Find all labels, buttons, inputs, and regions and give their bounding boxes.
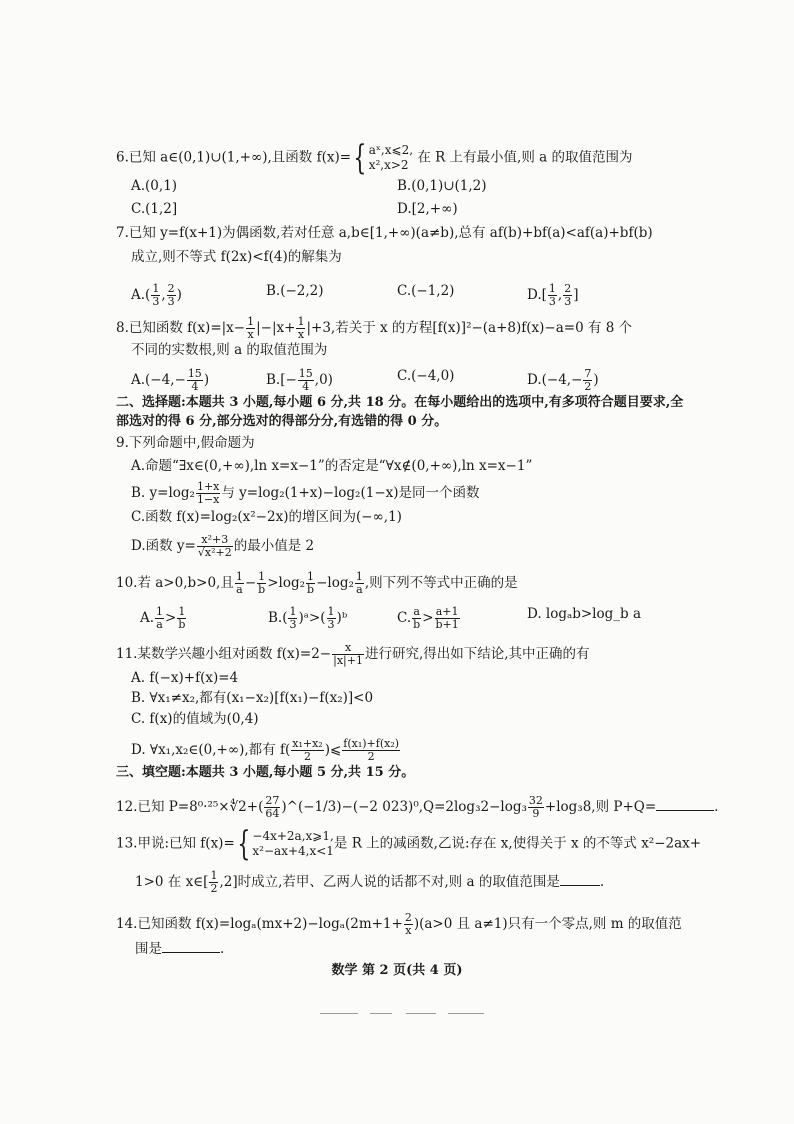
den: 4 — [191, 380, 199, 393]
q12-pre: 12.已知 P=8⁰·²⁵×∜2+( — [116, 799, 264, 815]
q9-d-pre: D.函数 y= — [131, 538, 196, 554]
q6-stem-pre: 6.已知 a∈(0,1)∪(1,+∞),且函数 f(x)= — [116, 149, 352, 166]
q11-option-d[interactable] — [131, 738, 401, 763]
q7-d-pre: D.[ — [527, 287, 547, 303]
q8-b-post: ,0) — [314, 372, 333, 388]
q10-b-pre: B.( — [268, 610, 288, 626]
q6-brace: { — [353, 138, 367, 178]
q8-option-d[interactable] — [527, 368, 599, 393]
den: 1−x — [196, 493, 220, 506]
q8-d-pre: D.(−4,− — [527, 372, 583, 388]
q13-case1: −4x+2a,x⩾1, — [252, 829, 334, 843]
q13-l2-post: ,2]时成立,若甲、乙两人说的话都不对,则 a 的取值范围是 — [219, 874, 560, 890]
q6-case1: aˣ,x⩽2, — [368, 143, 414, 157]
q8-option-b[interactable] — [266, 368, 333, 393]
q8-stem-line1 — [116, 316, 632, 341]
q10-c-mid: > — [422, 610, 434, 626]
q10-a-mid: > — [165, 610, 177, 626]
q9-d-post: 的最小值是 2 — [233, 538, 315, 554]
q8-pre: 8.已知函数 f(x)=|x− — [116, 320, 246, 336]
q8-d-frac — [583, 368, 592, 393]
den: 3 — [289, 618, 297, 631]
num: 27 — [265, 794, 280, 807]
q8-a-frac — [187, 368, 203, 393]
q11-frac — [332, 642, 364, 667]
num: 1 — [152, 282, 160, 295]
q14-stem-line2 — [135, 940, 224, 957]
q10-option-a[interactable] — [140, 606, 187, 631]
q8-frac2 — [296, 316, 305, 341]
den: a — [156, 618, 163, 631]
num: x — [332, 642, 364, 655]
den: b — [178, 618, 186, 631]
q9-b-frac — [196, 481, 220, 506]
q6-option-b[interactable]: B.(0,1)∪(1,2) — [397, 178, 487, 194]
q14-answer-blank[interactable] — [162, 940, 220, 953]
den: |x|+1 — [333, 654, 363, 667]
den: b — [307, 583, 315, 596]
q10-a-frac1 — [155, 606, 164, 631]
q11-pre: 11.某数学兴趣小组对函数 f(x)=2− — [116, 646, 332, 662]
q11-option-b[interactable]: B. ∀x₁≠x₂,都有(x₁−x₂)[f(x₁)−f(x₂)]<0 — [131, 690, 374, 706]
q11-d-frac1 — [291, 738, 323, 763]
q12-answer-blank[interactable] — [656, 798, 714, 811]
num: 1 — [235, 570, 243, 583]
num: 32 — [528, 794, 543, 807]
q9-b-post: 与 y=log₂(1+x)−log₂(1−x)是同一个函数 — [221, 485, 480, 501]
q9-option-d[interactable] — [131, 534, 314, 559]
q7-d-frac2 — [563, 283, 572, 308]
q11-option-c[interactable]: C. f(x)的值域为(0,4) — [131, 711, 259, 727]
q6-case2: x²,x>2 — [368, 158, 409, 172]
q14-end: . — [220, 941, 225, 957]
q8-post: |+3,若关于 x 的方程[f(x)]²−(a+8)f(x)−a=0 有 8 个 — [306, 320, 633, 336]
q10-option-b[interactable] — [268, 606, 347, 631]
q9-option-b[interactable] — [131, 481, 480, 506]
num: f(x₁)+f(x₂) — [343, 737, 400, 750]
q6-stem — [116, 138, 633, 178]
den: a — [236, 583, 243, 596]
q6-cases — [369, 143, 413, 173]
q12-frac1 — [264, 795, 280, 820]
num: 2 — [404, 911, 412, 924]
q6-option-d[interactable]: D.[2,+∞) — [397, 201, 458, 217]
q11-option-a[interactable]: A. f(−x)+f(x)=4 — [131, 670, 239, 686]
q6-option-a[interactable]: A.(0,1) — [131, 178, 178, 194]
den: b — [413, 618, 421, 631]
num: 15 — [298, 367, 313, 380]
q12-exp: )^(−1/3)−(−2 023)⁰,Q=2log₃2−log₃ — [281, 799, 527, 815]
num: 1 — [258, 570, 266, 583]
q10-b-frac2 — [327, 606, 336, 631]
den: 2 — [367, 750, 375, 763]
q8-d-post: ) — [593, 372, 599, 388]
q6-stem-post: 在 R 上有最小值,则 a 的取值范围为 — [417, 149, 633, 166]
q10-m2: >log₂ — [267, 575, 306, 591]
q7-d-frac1 — [548, 283, 557, 308]
section2-heading-line2: 部选对的得 6 分,部分选对的得部分分,有选错的得 0 分。 — [116, 414, 448, 429]
q9-option-a[interactable]: A.命题“∃x∈(0,+∞),ln x=x−1”的否定是“∀x∉(0,+∞),ln x=x−1” — [131, 458, 533, 474]
q7-a-frac2 — [167, 283, 176, 308]
den: 9 — [532, 807, 540, 820]
q9-option-c[interactable]: C.函数 f(x)=log₂(x²−2x)的增区间为(−∞,1) — [131, 509, 402, 525]
q13-answer-blank[interactable] — [560, 873, 600, 886]
den: 3 — [152, 295, 160, 308]
q13-brace: { — [237, 824, 251, 864]
q12-post: +log₃8,则 P+Q= — [544, 799, 657, 815]
q7-stem-line2: 成立,则不等式 f(2x)<f(4)的解集为 — [131, 249, 342, 265]
num: 1 — [307, 570, 315, 583]
q12-frac2 — [528, 795, 544, 820]
den: 4 — [302, 380, 310, 393]
q10-b-frac1 — [288, 606, 297, 631]
q7-option-a[interactable]: A.( $\frac{1}{3}$ , $\frac{2}{3}$ ) — [131, 282, 182, 308]
q13-frac — [209, 870, 218, 895]
q10-frac1 — [235, 571, 244, 596]
q10-post: ,则下列不等式中正确的是 — [364, 575, 518, 591]
num: 1 — [210, 869, 218, 882]
q10-frac4 — [355, 571, 364, 596]
q11-stem — [116, 642, 590, 667]
den: 3 — [564, 295, 572, 308]
q13-end: . — [599, 874, 605, 890]
q12-end: . — [714, 799, 719, 815]
num: 1 — [247, 315, 255, 328]
q10-m1: − — [244, 575, 257, 591]
q10-c-frac2 — [435, 606, 460, 631]
q8-stem-line2: 不同的实数根,则 a 的取值范围为 — [131, 342, 328, 358]
den: 2 — [584, 380, 592, 393]
q9-stem: 9.下列命题中,假命题为 — [116, 435, 255, 451]
num: 1 — [289, 605, 297, 618]
q10-c-frac1 — [412, 606, 421, 631]
num: 1+x — [196, 480, 220, 493]
den: 3 — [327, 618, 335, 631]
q7-a-pre: A.( — [131, 287, 151, 303]
q14-pre: 14.已知函数 f(x)=logₐ(mx+2)−logₐ(2m+1+ — [116, 916, 403, 932]
num: 2 — [167, 282, 175, 295]
q12-stem — [116, 795, 718, 820]
q10-b-mid: )ᵃ>( — [298, 610, 326, 626]
q8-a-pre: A.(−4,− — [131, 372, 186, 388]
q7-a-frac1 — [151, 283, 160, 308]
q13-post: 是 R 上的减函数,乙说:存在 x,使得关于 x 的不等式 x²−2ax+ — [333, 835, 702, 852]
q9-b-pre: B. y=log₂ — [131, 485, 195, 501]
q10-c-pre: C. — [397, 610, 412, 626]
num: 1 — [297, 315, 305, 328]
q13-cases — [252, 829, 334, 859]
q10-a-pre: A. — [140, 610, 155, 626]
section2-heading-line1: 二、选择题:本题共 3 小题,每小题 6 分,共 18 分。在每小题给出的选项中,有多项符合题目要求,全 — [116, 395, 684, 410]
q11-d-mid: )⩽ — [324, 742, 342, 758]
den: 3 — [548, 295, 556, 308]
num: 1 — [355, 570, 363, 583]
num: x²+3 — [197, 534, 233, 547]
q11-post: 进行研究,得出如下结论,其中正确的有 — [364, 646, 590, 662]
scan-artifacts — [320, 1010, 490, 1018]
q14-post: )(a>0 且 a≠1)只有一个零点,则 m 的取值范 — [413, 916, 682, 932]
num: 7 — [584, 367, 592, 380]
q10-b-post: )ᵇ — [336, 610, 348, 626]
den: 3 — [167, 295, 175, 308]
num: x₁+x₂ — [292, 737, 323, 750]
num: 1 — [327, 605, 335, 618]
q8-option-c[interactable]: C.(−4,0) — [397, 368, 455, 384]
q13-stem-line2 — [135, 870, 604, 895]
q10-option-d[interactable]: D. logₐb>log_b a — [527, 606, 641, 622]
page-footer: 数学 第 2 页(共 4 页) — [331, 963, 463, 978]
num: 15 — [187, 367, 202, 380]
q7-a-post: ) — [176, 287, 182, 303]
den: x — [297, 328, 305, 341]
den: a — [356, 583, 363, 596]
q13-pre: 13.甲说:已知 f(x)= — [116, 835, 235, 852]
q7-option-d[interactable]: D.[ $\frac{1}{3}$ , $\frac{2}{3}$ ] — [527, 282, 579, 308]
q10-pre: 10.若 a>0,b>0,且 — [116, 575, 234, 591]
q8-frac1 — [246, 316, 255, 341]
q14-frac — [404, 912, 413, 937]
q13-case2: x²−ax+4,x<1 — [252, 844, 334, 858]
num: a — [413, 605, 420, 618]
q14-stem-line1 — [116, 912, 682, 937]
den: 64 — [265, 807, 280, 820]
q8-b-pre: B.[− — [266, 372, 297, 388]
q14-line2: 围是 — [135, 941, 162, 957]
q10-frac2 — [257, 571, 266, 596]
q8-option-a[interactable] — [131, 368, 209, 393]
q7-option-c[interactable]: C.(−1,2) — [397, 283, 455, 299]
q10-stem — [116, 571, 518, 596]
q11-d-pre: D. ∀x₁,x₂∈(0,+∞),都有 f( — [131, 742, 291, 758]
q10-m3: −log₂ — [316, 575, 354, 591]
den: x — [247, 328, 254, 341]
num: 2 — [564, 282, 572, 295]
q7-option-b[interactable]: B.(−2,2) — [266, 283, 324, 299]
num: 1 — [178, 605, 186, 618]
num: 1 — [156, 605, 164, 618]
den: x — [405, 924, 412, 937]
q7-stem-line1: 7.已知 y=f(x+1)为偶函数,若对任意 a,b∈[1,+∞)(a≠b),总有 af(b)+bf(a)<af(a)+bf(b) — [116, 225, 653, 241]
q11-d-frac2 — [342, 738, 400, 763]
q8-mid: |−|x+ — [256, 320, 296, 336]
q7-d-post: ] — [573, 287, 579, 303]
q8-a-post: ) — [203, 372, 210, 388]
den: b+1 — [435, 618, 459, 631]
section3-heading: 三、填空题:本题共 3 小题,每小题 5 分,共 15 分。 — [116, 765, 415, 780]
q13-l2-pre: 1>0 在 x∈[ — [135, 874, 209, 890]
q13-stem-line1 — [116, 824, 702, 864]
den: 2 — [303, 750, 311, 763]
q10-option-c[interactable] — [397, 606, 461, 631]
q10-frac3 — [306, 571, 315, 596]
den: 2 — [210, 882, 218, 895]
q8-b-frac — [298, 368, 314, 393]
q6-option-c[interactable]: C.(1,2] — [131, 201, 178, 217]
q9-d-frac — [197, 534, 233, 559]
q10-a-frac2 — [177, 606, 186, 631]
den: b — [258, 583, 266, 596]
num: 1 — [548, 282, 556, 295]
den: √x²+2 — [197, 546, 232, 559]
num: a+1 — [435, 605, 459, 618]
